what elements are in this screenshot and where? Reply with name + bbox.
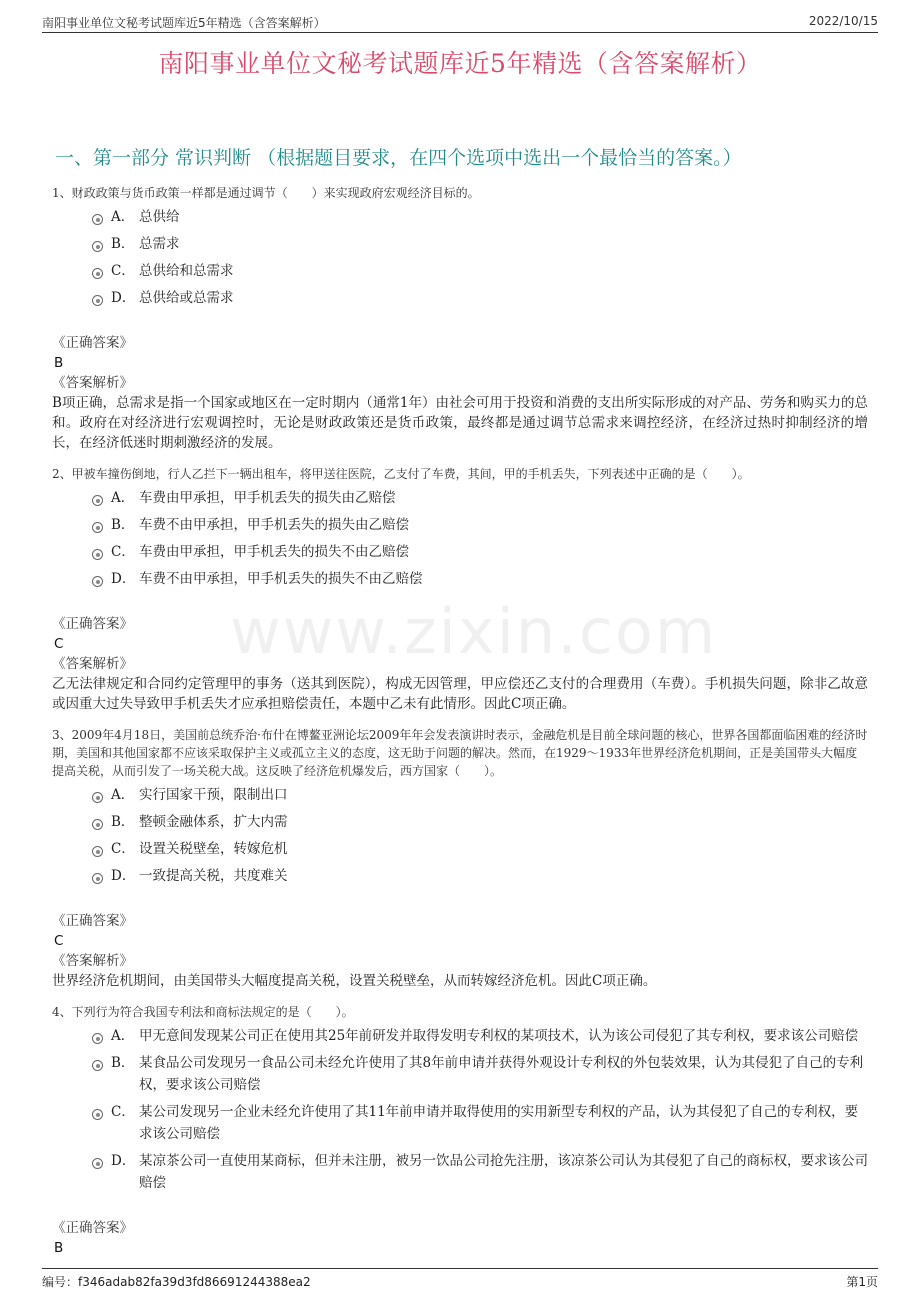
option-text: 甲无意间发现某公司正在使用其25年前研发并取得发明专利权的某项技术，认为该公司侵犯了其专利权，要求该公司赔偿: [139, 1028, 859, 1044]
answer-block: [52, 1218, 868, 1258]
correct-answer-label: 《正确答案》: [52, 1220, 133, 1236]
option-letter: D．: [111, 571, 136, 587]
option-a[interactable]: [52, 1025, 868, 1047]
radio-icon[interactable]: [92, 295, 103, 306]
option-b[interactable]: [52, 811, 868, 833]
explanation-label: 《答案解析》: [52, 953, 133, 969]
explanation-text: 世界经济危机期间，由美国带头大幅度提高关税，设置关税壁垒，从而转嫁经济危机。因此C项正确。: [52, 973, 657, 989]
radio-icon[interactable]: [92, 241, 103, 252]
radio-icon[interactable]: [92, 549, 103, 560]
option-letter: A．: [111, 209, 135, 225]
option-text: 一致提高关税，共度难关: [139, 868, 288, 884]
question-stem: 2、甲被车撞伤倒地，行人乙拦下一辆出租车，将甲送往医院，乙支付了车费，其间，甲的手机丢失，下列表述中正确的是（ ）。: [52, 467, 750, 481]
option-list: [52, 1025, 868, 1194]
option-letter: A．: [111, 1028, 135, 1044]
radio-icon[interactable]: [92, 1060, 103, 1071]
option-d[interactable]: [52, 568, 868, 590]
option-list: [52, 487, 868, 590]
option-text: 实行国家干预，限制出口: [139, 787, 288, 803]
radio-icon[interactable]: [92, 214, 103, 225]
option-text: 总供给和总需求: [139, 263, 234, 279]
option-text: 总需求: [139, 236, 180, 252]
explanation-text: B项正确，总需求是指一个国家或地区在一定时期内（通常1年）由社会可用于投资和消费的支出所实际形成的对产品、劳务和购买力的总和。政府在对经济进行宏观调控时，无论是财政政策还是货币政策，最终都是通过调节总需求来调控经济，在经济过热时抑制经济的增长，在经济低迷时期刺激经济的发展。: [52, 395, 868, 451]
option-text: 车费由甲承担，甲手机丢失的损失不由乙赔偿: [139, 544, 409, 560]
option-text: 总供给: [139, 209, 180, 225]
option-text: 车费由甲承担，甲手机丢失的损失由乙赔偿: [139, 490, 396, 506]
option-d[interactable]: [52, 1150, 868, 1194]
option-text: 某食品公司发现另一食品公司未经允许使用了其8年前申请并获得外观设计专利权的外包装效果，认为其侵犯了自己的专利权，要求该公司赔偿: [139, 1055, 864, 1093]
option-letter: B．: [111, 814, 135, 830]
page-number: 第1页: [846, 1275, 878, 1289]
option-c[interactable]: [52, 838, 868, 860]
section-title: 一、第一部分 常识判断 （根据题目要求，在四个选项中选出一个最恰当的答案。）: [55, 147, 742, 169]
option-a[interactable]: [52, 206, 868, 228]
page-footer: [42, 1268, 878, 1291]
radio-icon[interactable]: [92, 1033, 103, 1044]
correct-answer-label: 《正确答案》: [52, 913, 133, 929]
radio-icon[interactable]: [92, 819, 103, 830]
option-letter: B．: [111, 1055, 135, 1071]
radio-icon[interactable]: [92, 495, 103, 506]
option-list: [52, 206, 868, 309]
option-letter: C．: [111, 263, 135, 279]
radio-icon[interactable]: [92, 873, 103, 884]
correct-answer: B: [54, 355, 64, 371]
question-3: [52, 726, 868, 991]
radio-icon[interactable]: [92, 1158, 103, 1169]
option-letter: D．: [111, 290, 136, 306]
option-letter: C．: [111, 1104, 135, 1120]
option-text: 设置关税壁垒，转嫁危机: [139, 841, 288, 857]
page-header: [42, 12, 878, 33]
option-letter: A．: [111, 787, 135, 803]
watermark: www.zixin.com: [230, 595, 718, 668]
explanation-label: 《答案解析》: [52, 375, 133, 391]
option-text: 车费不由甲承担，甲手机丢失的损失不由乙赔偿: [139, 571, 423, 587]
option-text: 总供给或总需求: [139, 290, 234, 306]
option-list: [52, 784, 868, 887]
option-a[interactable]: [52, 784, 868, 806]
option-text: 某凉茶公司一直使用某商标，但并未注册，被另一饮品公司抢先注册，该凉茶公司认为其侵犯了自己的商标权，要求该公司赔偿: [139, 1153, 868, 1191]
option-letter: A．: [111, 490, 135, 506]
answer-block: [52, 614, 868, 714]
option-text: 整顿金融体系，扩大内需: [139, 814, 288, 830]
option-c[interactable]: [52, 260, 868, 282]
radio-icon[interactable]: [92, 792, 103, 803]
option-d[interactable]: [52, 287, 868, 309]
option-d[interactable]: [52, 865, 868, 887]
correct-answer-label: 《正确答案》: [52, 335, 133, 351]
correct-answer: B: [54, 1240, 64, 1256]
header-doc-title: 南阳事业单位文秘考试题库近5年精选（含答案解析）: [42, 16, 326, 30]
radio-icon[interactable]: [92, 268, 103, 279]
option-text: 某公司发现另一企业未经允许使用了其11年前申请并取得使用的实用新型专利权的产品，认为其侵犯了自己的专利权，要求该公司赔偿: [139, 1104, 859, 1142]
option-letter: B．: [111, 517, 135, 533]
option-a[interactable]: [52, 487, 868, 509]
document-id: 编号：f346adab82fa39d3fd86691244388ea2: [42, 1275, 311, 1289]
question-1: [52, 184, 868, 453]
explanation-label: 《答案解析》: [52, 656, 133, 672]
question-stem: 1、财政政策与货币政策一样都是通过调节（ ）来实现政府宏观经济目标的。: [52, 186, 480, 200]
option-letter: C．: [111, 544, 135, 560]
option-b[interactable]: [52, 1052, 868, 1096]
correct-answer: C: [54, 636, 64, 652]
option-letter: D．: [111, 868, 136, 884]
option-c[interactable]: [52, 1101, 868, 1145]
question-4: [52, 1003, 868, 1258]
question-2: [52, 465, 868, 714]
radio-icon[interactable]: [92, 522, 103, 533]
correct-answer-label: 《正确答案》: [52, 616, 133, 632]
page-title: 南阳事业单位文秘考试题库近5年精选（含答案解析）: [158, 49, 762, 78]
correct-answer: C: [54, 933, 64, 949]
question-stem: 3、2009年4月18日，美国前总统乔治·布什在博鳌亚洲论坛2009年年会发表演讲时表示，金融危机是目前全球问题的核心，世界各国都面临困难的经济时期，美国和其他国家都不应该采取保护主义或孤立主义的态度，这无助于问题的解决。然而，在1929～1933年世界经济危机期间，正是美国带头大幅度提高关税，从而引发了一场关税大战。这反映了经济危机爆发后，西方国家（ ）。: [52, 728, 868, 778]
questions-container: [52, 184, 868, 1270]
option-b[interactable]: [52, 514, 868, 536]
answer-block: [52, 911, 868, 991]
answer-block: [52, 333, 868, 453]
radio-icon[interactable]: [92, 846, 103, 857]
header-date: 2022/10/15: [808, 14, 878, 28]
radio-icon[interactable]: [92, 1109, 103, 1120]
option-letter: B．: [111, 236, 135, 252]
option-letter: C．: [111, 841, 135, 857]
explanation-text: 乙无法律规定和合同约定管理甲的事务（送其到医院），构成无因管理，甲应偿还乙支付的合理费用（车费）。手机损失问题，除非乙故意或因重大过失导致甲手机丢失才应承担赔偿责任，本题中乙未有此情形。因此C项正确。: [52, 676, 868, 712]
question-stem: 4、下列行为符合我国专利法和商标法规定的是（ ）。: [52, 1005, 354, 1019]
option-letter: D．: [111, 1153, 136, 1169]
option-text: 车费不由甲承担，甲手机丢失的损失由乙赔偿: [139, 517, 409, 533]
option-b[interactable]: [52, 233, 868, 255]
option-c[interactable]: [52, 541, 868, 563]
radio-icon[interactable]: [92, 576, 103, 587]
